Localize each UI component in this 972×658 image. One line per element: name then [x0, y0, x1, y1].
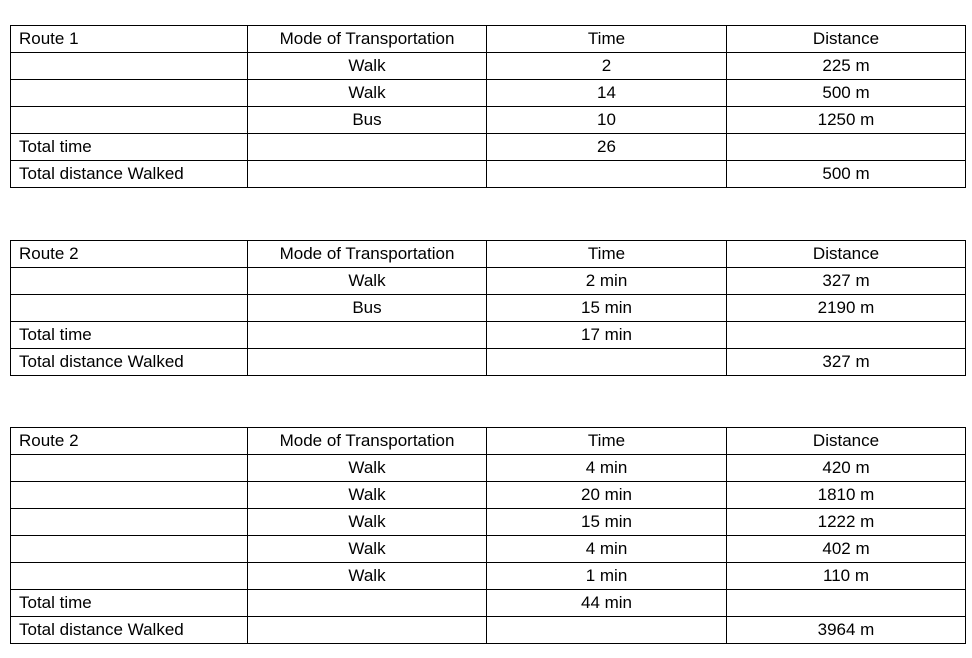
header-row — [11, 26, 966, 53]
distance-cell: 500 m — [727, 80, 966, 107]
total-time-value: 17 min — [487, 322, 727, 349]
empty-cell — [11, 455, 248, 482]
empty-cell — [248, 134, 487, 161]
mode-cell: Bus — [248, 295, 487, 322]
mode-cell: Walk — [248, 455, 487, 482]
total-time-value: 26 — [487, 134, 727, 161]
distance-cell: 420 m — [727, 455, 966, 482]
table-row — [11, 80, 966, 107]
route-table-3 — [10, 427, 966, 644]
empty-cell — [11, 536, 248, 563]
time-header: Time — [487, 26, 727, 53]
mode-cell: Walk — [248, 509, 487, 536]
distance-cell: 1222 m — [727, 509, 966, 536]
total-distance-value: 500 m — [727, 161, 966, 188]
total-time-label: Total time — [11, 322, 248, 349]
distance-cell: 402 m — [727, 536, 966, 563]
mode-header: Mode of Transportation — [248, 241, 487, 268]
empty-cell — [11, 107, 248, 134]
empty-cell — [11, 563, 248, 590]
empty-cell — [248, 322, 487, 349]
route-label: Route 2 — [11, 241, 248, 268]
total-time-row — [11, 134, 966, 161]
total-time-row — [11, 322, 966, 349]
total-distance-label: Total distance Walked — [11, 617, 248, 644]
total-time-value: 44 min — [487, 590, 727, 617]
table-row — [11, 295, 966, 322]
table-row — [11, 482, 966, 509]
empty-cell — [727, 322, 966, 349]
distance-cell: 1810 m — [727, 482, 966, 509]
total-distance-value: 327 m — [727, 349, 966, 376]
empty-cell — [487, 349, 727, 376]
table-row — [11, 563, 966, 590]
route-table-1 — [10, 25, 966, 188]
mode-cell: Walk — [248, 563, 487, 590]
empty-cell — [11, 482, 248, 509]
empty-cell — [248, 161, 487, 188]
mode-cell: Walk — [248, 482, 487, 509]
distance-cell: 2190 m — [727, 295, 966, 322]
mode-header: Mode of Transportation — [248, 428, 487, 455]
time-cell: 20 min — [487, 482, 727, 509]
time-cell: 2 min — [487, 268, 727, 295]
time-header: Time — [487, 428, 727, 455]
empty-cell — [487, 617, 727, 644]
route-label: Route 2 — [11, 428, 248, 455]
distance-cell: 110 m — [727, 563, 966, 590]
time-cell: 2 — [487, 53, 727, 80]
time-cell: 14 — [487, 80, 727, 107]
empty-cell — [248, 590, 487, 617]
empty-cell — [487, 161, 727, 188]
time-header: Time — [487, 241, 727, 268]
time-cell: 15 min — [487, 295, 727, 322]
empty-cell — [727, 590, 966, 617]
total-time-label: Total time — [11, 590, 248, 617]
empty-cell — [248, 617, 487, 644]
distance-header: Distance — [727, 26, 966, 53]
empty-cell — [248, 349, 487, 376]
empty-cell — [11, 509, 248, 536]
total-time-label: Total time — [11, 134, 248, 161]
table-row — [11, 53, 966, 80]
mode-header: Mode of Transportation — [248, 26, 487, 53]
route-label: Route 1 — [11, 26, 248, 53]
total-distance-row — [11, 617, 966, 644]
time-cell: 1 min — [487, 563, 727, 590]
empty-cell — [11, 53, 248, 80]
mode-cell: Walk — [248, 536, 487, 563]
mode-cell: Walk — [248, 268, 487, 295]
distance-cell: 225 m — [727, 53, 966, 80]
total-distance-row — [11, 161, 966, 188]
empty-cell — [11, 268, 248, 295]
total-distance-label: Total distance Walked — [11, 349, 248, 376]
mode-cell: Walk — [248, 80, 487, 107]
empty-cell — [11, 295, 248, 322]
time-cell: 10 — [487, 107, 727, 134]
route-table-2 — [10, 240, 966, 376]
time-cell: 4 min — [487, 455, 727, 482]
total-time-row — [11, 590, 966, 617]
distance-cell: 327 m — [727, 268, 966, 295]
table-row — [11, 268, 966, 295]
distance-cell: 1250 m — [727, 107, 966, 134]
total-distance-row — [11, 349, 966, 376]
empty-cell — [11, 80, 248, 107]
distance-header: Distance — [727, 241, 966, 268]
table-row — [11, 536, 966, 563]
table-row — [11, 107, 966, 134]
distance-header: Distance — [727, 428, 966, 455]
mode-cell: Walk — [248, 53, 487, 80]
time-cell: 15 min — [487, 509, 727, 536]
total-distance-value: 3964 m — [727, 617, 966, 644]
header-row — [11, 428, 966, 455]
table-row — [11, 509, 966, 536]
empty-cell — [727, 134, 966, 161]
header-row — [11, 241, 966, 268]
time-cell: 4 min — [487, 536, 727, 563]
total-distance-label: Total distance Walked — [11, 161, 248, 188]
mode-cell: Bus — [248, 107, 487, 134]
table-row — [11, 455, 966, 482]
